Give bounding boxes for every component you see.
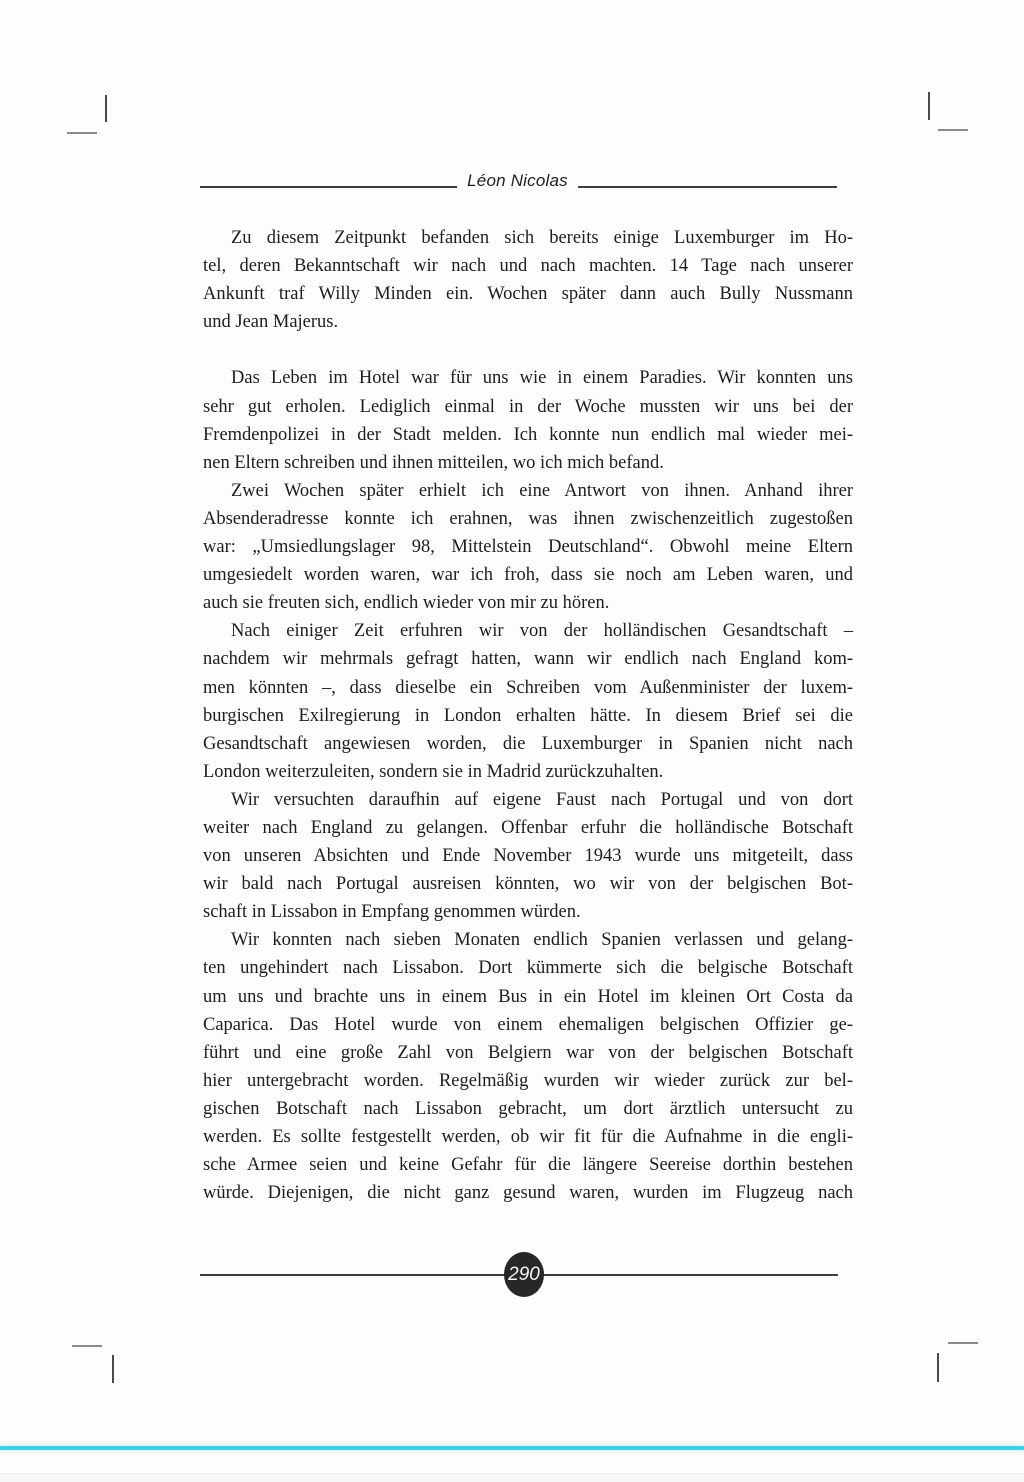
text-line: gischen Botschaft nach Lissabon gebracht, um dort ärztlich untersucht zu xyxy=(203,1098,853,1119)
text-line: Wir versuchten daraufhin auf eigene Faust nach Portugal und von dort xyxy=(231,789,853,810)
crop-mark-top-right-horizontal xyxy=(938,129,968,131)
text-line: Ankunft traf Willy Minden ein. Wochen später dann auch Bully Nussmann xyxy=(203,284,853,305)
text-line: um uns und brachte uns in einem Bus in ein Hotel im kleinen Ort Costa da xyxy=(203,986,853,1007)
crop-mark-top-right-vertical xyxy=(928,92,930,120)
text-line: Fremdenpolizei in der Stadt melden. Ich konnte nun endlich mal wieder mei- xyxy=(203,424,853,445)
text-line: ten ungehindert nach Lissabon. Dort kümmerte sich die belgische Botschaft xyxy=(203,958,853,979)
text-line: tel, deren Bekanntschaft wir nach und nach machten. 14 Tage nach unserer xyxy=(203,256,853,277)
crop-mark-bottom-right-horizontal xyxy=(948,1342,978,1344)
paragraph xyxy=(203,477,853,617)
text-line: Absenderadresse konnte ich erahnen, was ihnen zwischenzeitlich zugestoßen xyxy=(203,508,853,529)
text-line: Wir konnten nach sieben Monaten endlich Spanien verlassen und gelang- xyxy=(231,930,853,951)
text-line: hier untergebracht worden. Regelmäßig wurden wir wieder zurück zur bel- xyxy=(203,1070,853,1091)
running-head-title: Léon Nicolas xyxy=(467,171,568,190)
text-line: nachdem wir mehrmals gefragt hatten, wann wir endlich nach England kom- xyxy=(203,649,853,670)
scanner-accent-bar xyxy=(0,1446,1024,1450)
crop-mark-bottom-left-horizontal xyxy=(72,1345,102,1347)
page-body xyxy=(203,224,853,1207)
text-line: wir bald nach Portugal ausreisen könnten, wo wir von der belgischen Bot- xyxy=(203,874,853,895)
paragraph xyxy=(203,617,853,786)
text-line: von unseren Absichten und Ende November 1943 wurde uns mitgeteilt, dass xyxy=(203,846,853,867)
header-rule-right xyxy=(578,186,837,188)
text-line: und Jean Majerus. xyxy=(203,312,339,333)
paragraph xyxy=(203,224,853,336)
text-line: Nach einiger Zeit erfuhren wir von der holländischen Gesandtschaft – xyxy=(231,621,853,642)
text-line: Gesandtschaft angewiesen worden, die Luxemburger in Spanien nicht nach xyxy=(203,733,853,754)
crop-mark-bottom-right-vertical xyxy=(937,1353,939,1382)
crop-mark-top-left-vertical xyxy=(105,95,107,122)
page-number-badge xyxy=(504,1252,544,1297)
header-rule-left xyxy=(200,186,457,188)
text-line: führt und eine große Zahl von Belgiern war von der belgischen Botschaft xyxy=(203,1042,853,1063)
text-line: sehr gut erholen. Lediglich einmal in der Woche mussten wir uns bei der xyxy=(203,396,853,417)
text-line: auch sie freuten sich, endlich wieder von mir zu hören. xyxy=(203,593,610,614)
text-line: Zu diesem Zeitpunkt befanden sich bereits einige Luxemburger im Ho- xyxy=(231,228,853,248)
text-line: Das Leben im Hotel war für uns wie in einem Paradies. Wir konnten uns xyxy=(231,368,853,389)
text-line: nen Eltern schreiben und ihnen mitteilen, wo ich mich befand. xyxy=(203,452,664,473)
paragraph xyxy=(203,786,853,926)
paragraph xyxy=(203,926,853,1207)
paragraph xyxy=(203,364,853,476)
text-line: schaft in Lissabon in Empfang genommen würden. xyxy=(203,902,581,923)
text-line: burgischen Exilregierung in London erhalten hätte. In diesem Brief sei die xyxy=(203,705,853,726)
text-line: men könnten –, dass dieselbe ein Schreiben vom Außenminister der luxem- xyxy=(203,677,853,698)
text-line: sche Armee seien und keine Gefahr für die längere Seereise dorthin bestehen xyxy=(203,1155,853,1176)
text-line: umgesiedelt worden waren, war ich froh, dass sie noch am Leben waren, und xyxy=(203,565,853,586)
text-line: weiter nach England zu gelangen. Offenbar erfuhr die holländische Botschaft xyxy=(203,817,853,838)
page-number: 290 xyxy=(508,1263,540,1285)
text-line: war: „Umsiedlungslager 98, Mittelstein Deutschland“. Obwohl meine Eltern xyxy=(203,537,853,558)
text-line: London weiterzuleiten, sondern sie in Madrid zurückzuhalten. xyxy=(203,761,664,782)
text-line: Caparica. Das Hotel wurde von einem ehemaligen belgischen Offizier ge- xyxy=(203,1014,853,1035)
text-line: werden. Es sollte festgestellt werden, ob wir fit für die Aufnahme in die engli- xyxy=(203,1127,853,1147)
bottom-edge-strip xyxy=(0,1473,1024,1482)
text-line: Zwei Wochen später erhielt ich eine Antwort von ihnen. Anhand ihrer xyxy=(231,480,853,501)
crop-mark-bottom-left-vertical xyxy=(112,1355,114,1383)
text-line: würde. Diejenigen, die nicht ganz gesund waren, wurden im Flugzeug nach xyxy=(203,1183,853,1204)
crop-mark-top-left-horizontal xyxy=(67,132,97,134)
